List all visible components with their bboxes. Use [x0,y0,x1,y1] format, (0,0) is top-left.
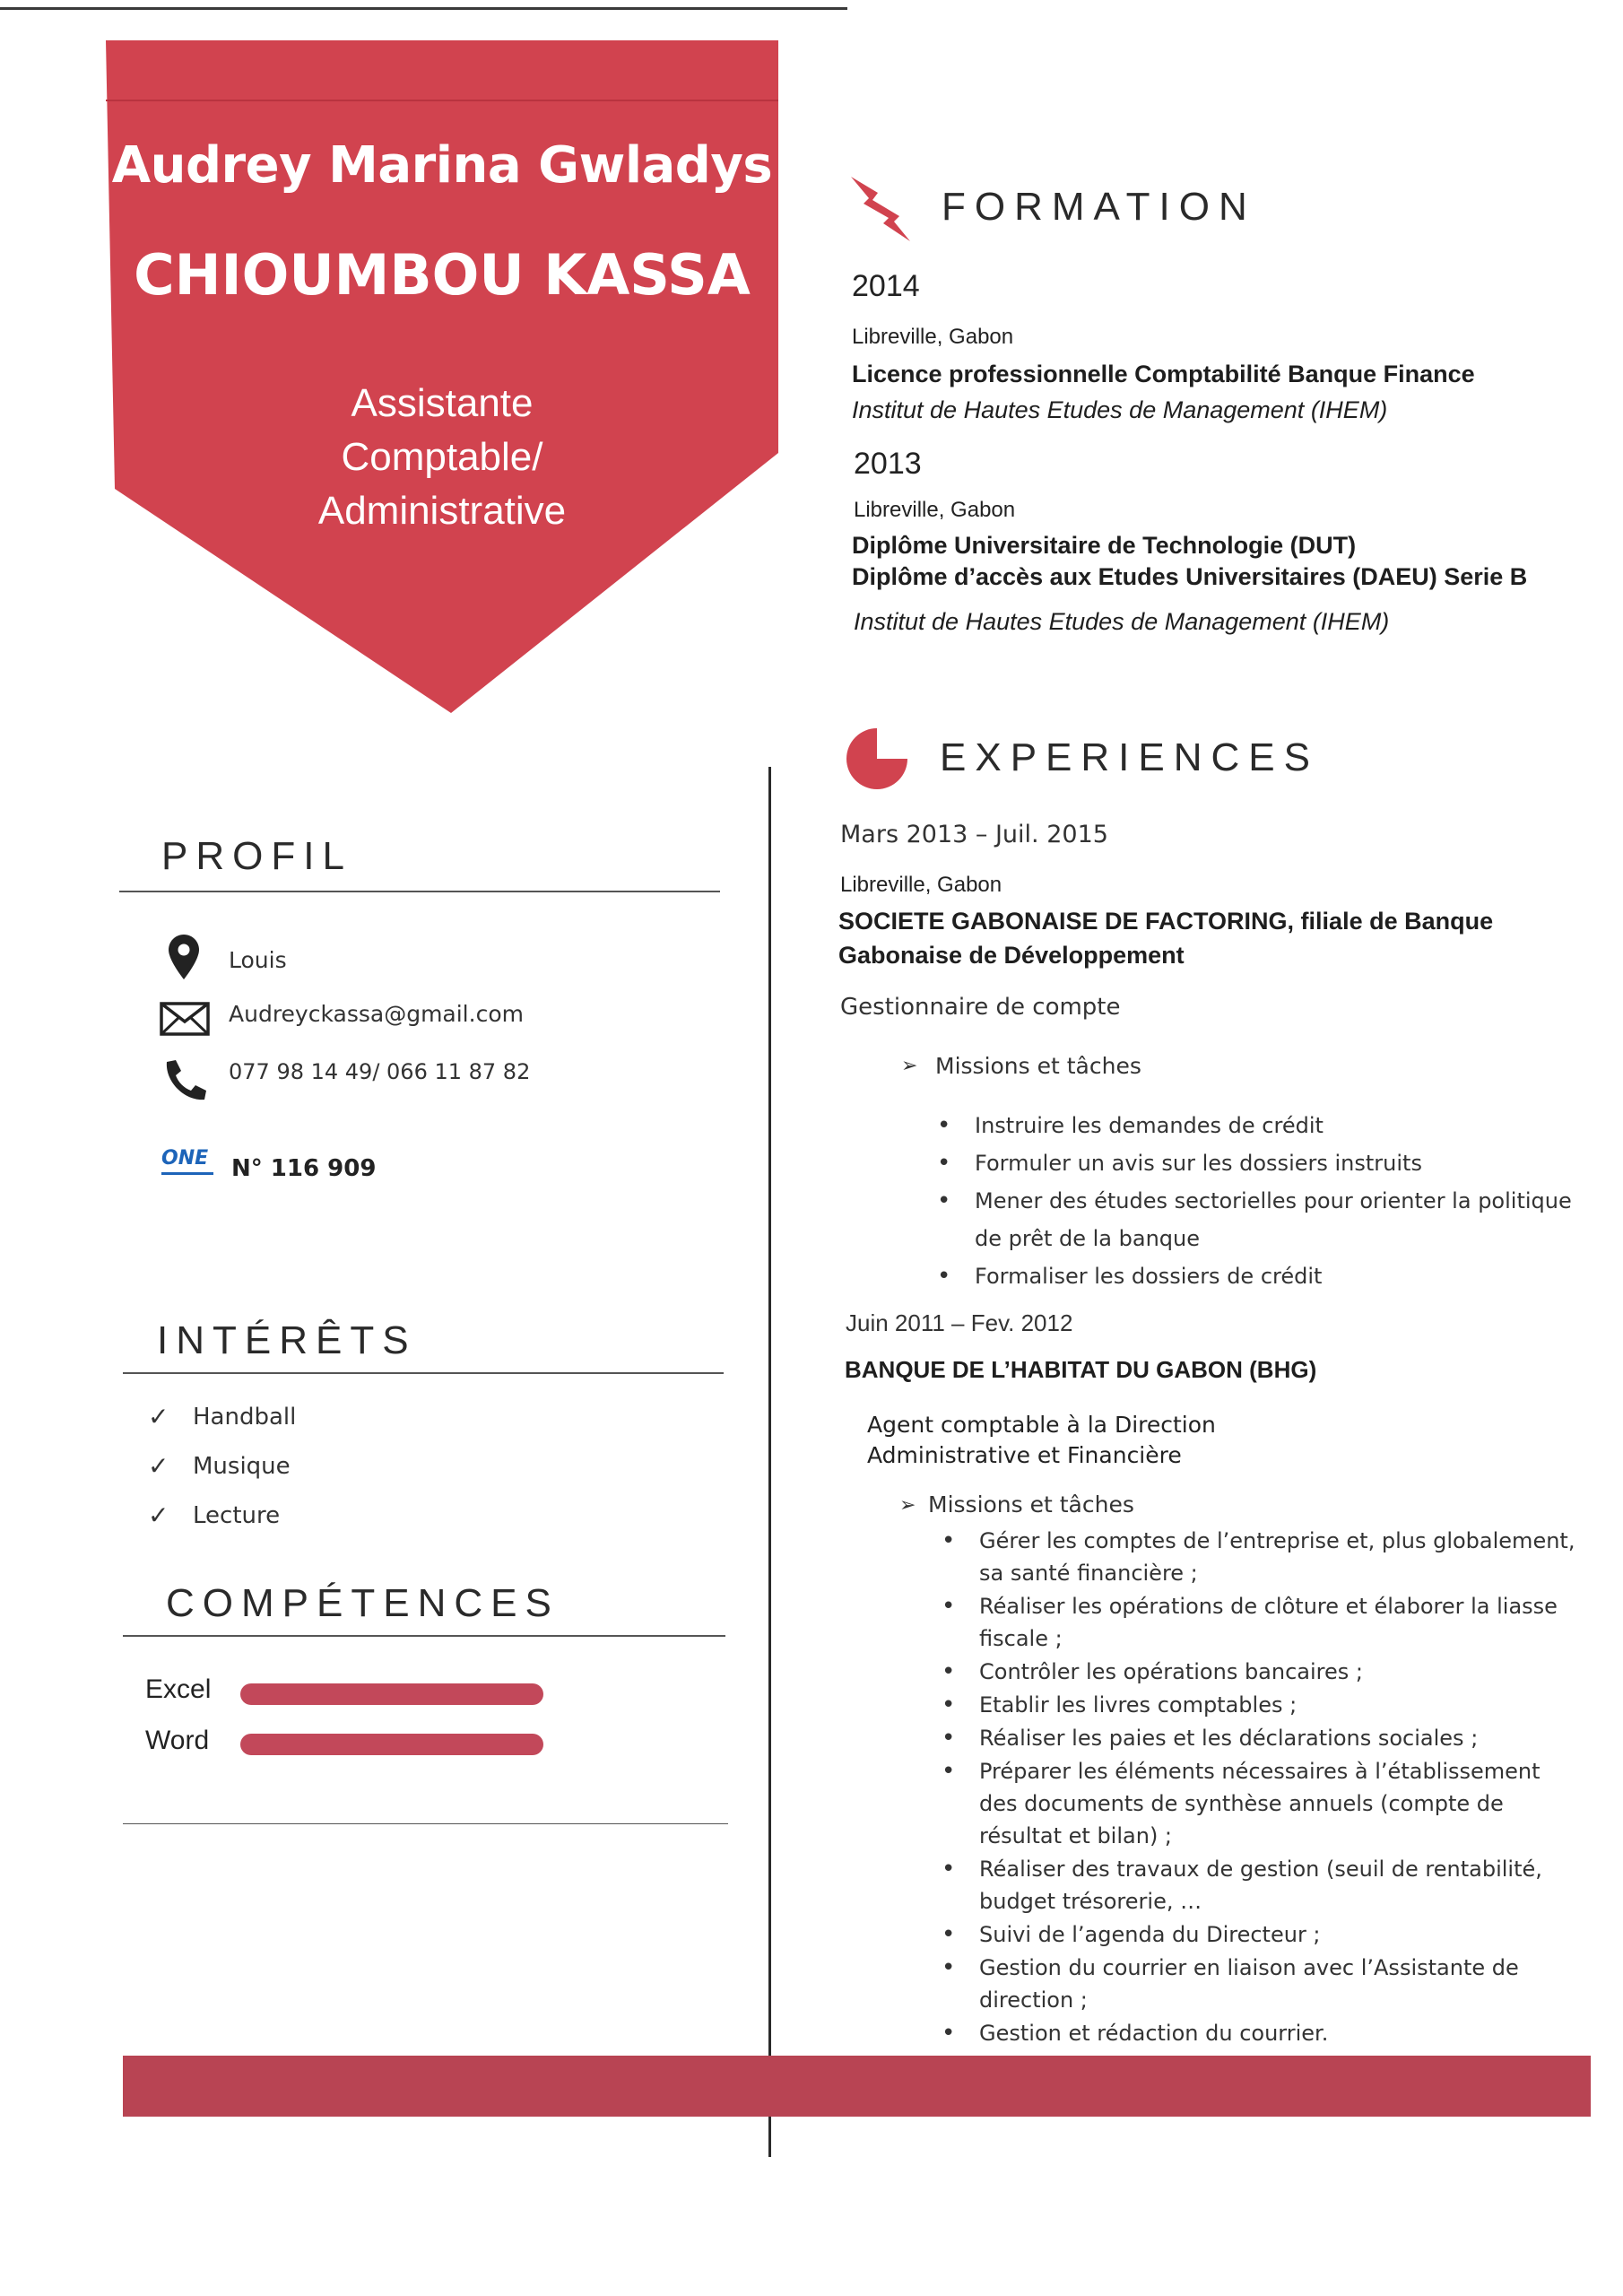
experience-place: Libreville, Gabon [840,873,1002,897]
competences-rule [123,1635,725,1637]
formation-degree: Diplôme Universitaire de Technologie (DUT) [852,532,1357,559]
task-item: • Etablir les livres comptables ; [942,1689,1583,1721]
formation-school: Institut de Hautes Etudes de Management (IHEM) [852,396,1388,423]
task-item: • Réaliser les paies et les déclarations sociales ; [942,1722,1583,1754]
experience-company: SOCIETE GABONAISE DE FACTORING, filiale de Banque Gabonaise de Développement [838,908,1494,969]
one-logo-text: ONE [161,1147,209,1170]
column-divider [768,767,771,2157]
task-item: • Préparer les éléments nécessaires à l’établissement des documents de synthèse annuels (compte de résultat et bilan) ; [942,1755,1583,1852]
formation-place: Libreville, Gabon [854,498,1016,522]
arrow-bullet-icon: ➢ [899,1494,916,1517]
location-text: Louis [229,947,287,973]
formation-year: 2013 [854,447,922,481]
one-logo-icon [161,1148,217,1180]
task-item: • Réaliser des travaux de gestion (seuil de rentabilité, budget trésorerie, … [942,1853,1583,1918]
formation-heading: FORMATION [942,185,1256,229]
pie-chart-icon [843,725,911,796]
formation-school: Institut de Hautes Etudes de Management (IHEM) [854,608,1390,635]
profil-heading: PROFIL [161,834,352,878]
check-icon: ✓ [148,1402,169,1431]
interets-heading: INTÉRÊTS [157,1318,417,1362]
arrow-bullet-icon: ➢ [901,1055,918,1077]
job-title: Assistante Comptable/ Administrative [317,381,567,533]
experience-role: Agent comptable à la Direction Administrative et Financière [867,1412,1216,1468]
competences-heading: COMPÉTENCES [166,1581,560,1625]
task-item: • Réaliser les opérations de clôture et élaborer la liasse fiscale ; [942,1590,1583,1655]
mail-envelope-icon [160,1002,210,1039]
interets-rule [123,1372,724,1374]
task-list [937,1107,1592,1295]
skill-label-word: Word [145,1726,210,1755]
email-link[interactable]: Audreyckassa@gmail.com [229,1001,524,1027]
name-first: Audrey Marina Gwladys [111,136,773,195]
phone-icon [161,1058,208,1105]
formation-degree: Diplôme d’accès aux Etudes Universitaires (DAEU) Serie B [852,563,1528,590]
task-item: • Formuler un avis sur les dossiers instruits [937,1144,1592,1182]
skill-bar-excel [240,1683,543,1705]
top-border-line [0,7,847,10]
task-item: • Formaliser les dossiers de crédit [937,1257,1592,1295]
task-item: • Contrôler les opérations bancaires ; [942,1656,1583,1688]
missions-label: Missions et tâches [935,1053,1141,1079]
name-last: CHIOUMBOU KASSA [134,242,751,308]
competences-bottom-rule [123,1823,728,1824]
lightning-icon [847,173,912,247]
task-item: • Gestion et rédaction du courrier. [942,2017,1583,2049]
task-item: • Suivi de l’agenda du Directeur ; [942,1918,1583,1951]
location-pin-icon [169,935,199,983]
interest-item: Musique [193,1453,291,1480]
experience-role: Gestionnaire de compte [840,994,1121,1021]
formation-year: 2014 [852,269,920,303]
experience-period: Mars 2013 – Juil. 2015 [840,821,1108,848]
formation-place: Libreville, Gabon [852,325,1014,349]
task-item: • Mener des études sectorielles pour orienter la politique de prêt de la banque [937,1182,1592,1257]
profil-rule [119,891,720,892]
interest-item: Lecture [193,1502,281,1529]
check-icon: ✓ [148,1451,169,1481]
experience-period: Juin 2011 – Fev. 2012 [846,1309,1073,1336]
skill-label-excel: Excel [145,1674,212,1704]
experiences-heading: EXPERIENCES [940,735,1319,779]
task-list [942,1525,1583,2050]
phone-number: 077 98 14 49/ 066 11 87 82 [229,1059,531,1084]
missions-label: Missions et tâches [928,1492,1134,1518]
task-item: • Instruire les demandes de crédit [937,1107,1592,1144]
interest-item: Handball [193,1404,297,1431]
registration-number: N° 116 909 [231,1155,377,1182]
formation-degree: Licence professionnelle Comptabilité Banque Finance [852,361,1475,387]
experience-company: BANQUE DE L’HABITAT DU GABON (BHG) [845,1356,1317,1383]
task-item: • Gérer les comptes de l’entreprise et, plus globalement, sa santé financière ; [942,1525,1583,1589]
check-icon: ✓ [148,1500,169,1530]
footer-bar [123,2056,1591,2117]
skill-bar-word [240,1734,543,1755]
task-item: • Gestion du courrier en liaison avec l’Assistante de direction ; [942,1952,1583,2016]
